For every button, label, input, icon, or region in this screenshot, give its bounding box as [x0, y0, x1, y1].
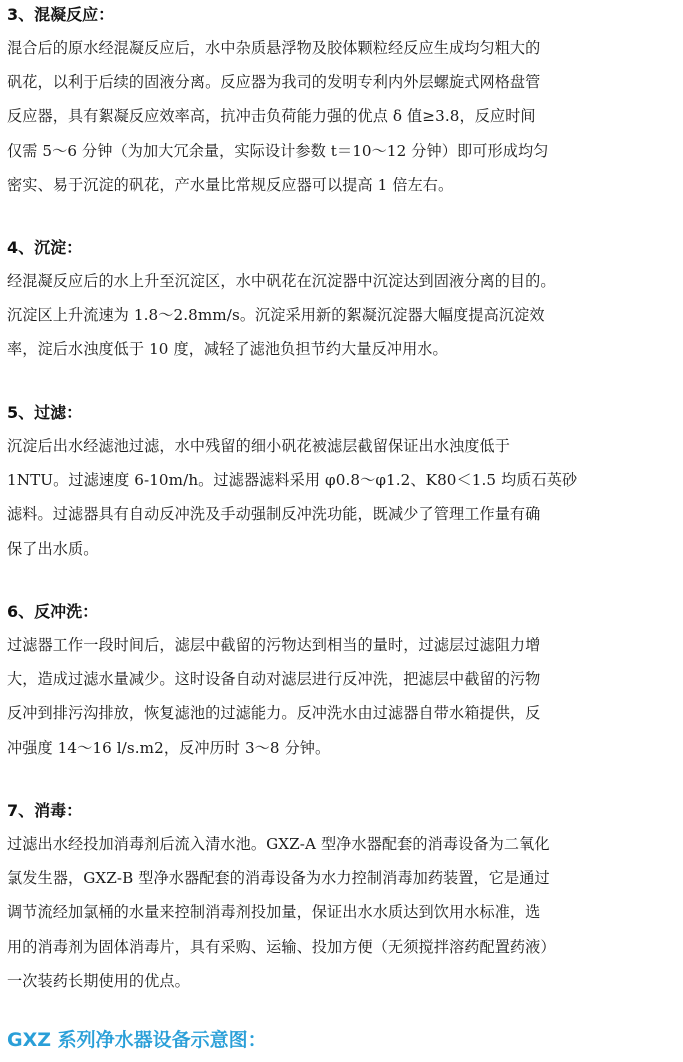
section-disinfection — [7, 796, 677, 998]
paragraph-line: 反应器，具有絮凝反应效率高，抗冲击负荷能力强的优点 δ 值≥3.8，反应时间 — [7, 107, 536, 126]
section-heading: 7、消毒： — [7, 801, 83, 820]
paragraph-line: 沉淀区上升流速为 1.8～2.8mm/s。沉淀采用新的絮凝沉淀器大幅度提高沉淀效 — [7, 306, 545, 325]
paragraph-line: 经混凝反应后的水上升至沉淀区，水中矾花在沉淀器中沉淀达到固液分离的目的。 — [7, 272, 556, 290]
section-heading: 6、反冲洗： — [7, 602, 99, 621]
paragraph-line: 沉淀后出水经滤池过滤，水中残留的细小矾花被滤层截留保证出水浊度低于 — [7, 437, 510, 455]
paragraph-line: 反冲到排污沟排放，恢复滤池的过滤能力。反冲洗水由过滤器自带水箱提供，反 — [7, 704, 541, 723]
section-heading: 5、过滤： — [7, 403, 83, 422]
section-paragraph — [7, 628, 677, 765]
section-backwash — [7, 597, 677, 765]
paragraph-line: 保了出水质。 — [7, 539, 99, 558]
paragraph-line: 仅需 5～6 分钟（为加大冗余量，实际设计参数 t＝10～12 分钟）即可形成均匀 — [7, 141, 549, 160]
section-sedimentation — [7, 233, 677, 367]
paragraph-line: 1NTU。过滤速度 6-10m/h。过滤器滤料采用 φ0.8～φ1.2、K80＜1.5 均质石英砂 — [7, 471, 578, 490]
section-filtration — [7, 398, 677, 566]
section-coagulation — [7, 0, 677, 202]
paragraph-line: 调节流经加氯桶的水量来控制消毒剂投加量，保证出水水质达到饮用水标准，选 — [7, 903, 541, 922]
paragraph-line: 冲强度 14～16 l/s.m2，反冲历时 3～8 分钟。 — [7, 738, 331, 757]
paragraph-line: 滤料。过滤器具有自动反冲洗及手动强制反冲洗功能，既减少了管理工作量有确 — [7, 505, 541, 524]
section-paragraph — [7, 429, 677, 566]
section-heading: 4、沉淀： — [7, 238, 83, 257]
paragraph-line: 用的消毒剂为固体消毒片，具有采购、运输、投加方便（无须搅拌溶药配置药液） — [7, 937, 556, 956]
section-paragraph — [7, 264, 677, 367]
paragraph-line: 率，淀后水浊度低于 10 度，减轻了滤池负担节约大量反冲用水。 — [7, 340, 448, 359]
paragraph-line: 过滤器工作一段时间后，滤层中截留的污物达到相当的量时，过滤层过滤阻力增 — [7, 636, 541, 654]
diagram-section-heading: GXZ 系列净水器设备示意图： — [7, 1029, 267, 1051]
paragraph-line: 矾花，以利于后续的固液分离。反应器为我司的发明专利内外层螺旋式网格盘管 — [7, 73, 541, 92]
paragraph-line: 混合后的原水经混凝反应后，水中杂质悬浮物及胶体颗粒经反应生成均匀粗大的 — [7, 39, 541, 57]
paragraph-line: 过滤出水经投加消毒剂后流入清水池。GXZ-A 型净水器配套的消毒设备为二氧化 — [7, 835, 550, 853]
section-paragraph — [7, 31, 677, 202]
paragraph-line: 密实、易于沉淀的矾花，产水量比常规反应器可以提高 1 倍左右。 — [7, 175, 454, 194]
paragraph-line: 大，造成过滤水量减少。这时设备自动对滤层进行反冲洗，把滤层中截留的污物 — [7, 670, 541, 689]
paragraph-line: 氯发生器，GXZ-B 型净水器配套的消毒设备为水力控制消毒加药装置，它是通过 — [7, 869, 550, 888]
section-paragraph — [7, 827, 677, 998]
paragraph-line: 一次装药长期使用的优点。 — [7, 971, 190, 990]
section-heading: 3、混凝反应： — [7, 5, 115, 24]
